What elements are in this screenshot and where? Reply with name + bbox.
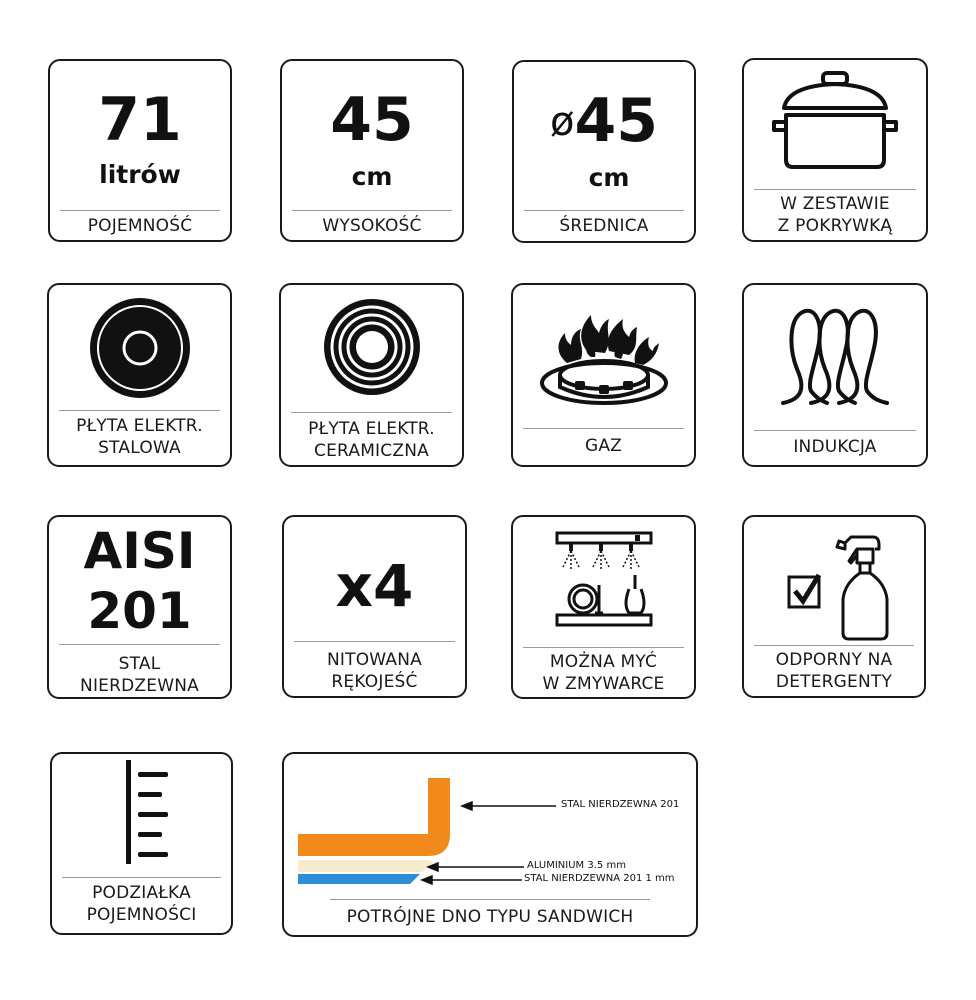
divider <box>524 210 684 211</box>
diameter-tile <box>512 60 696 243</box>
layer-top-label: STAL NIERDZEWNA 201 <box>561 799 680 810</box>
gas-tile <box>511 283 696 467</box>
height-unit: cm <box>351 162 393 191</box>
scale-label-line2: POJEMNOŚCI <box>86 905 197 925</box>
induction-tile <box>742 283 928 467</box>
dishwasher-label-line2: W ZMYWARCE <box>542 674 665 694</box>
pot-with-lid-icon <box>744 68 926 173</box>
capacity-tile <box>48 59 232 242</box>
diameter-label: ŚREDNICA <box>559 216 649 236</box>
handles-label-line1: NITOWANA <box>327 650 422 670</box>
ceramic-plate-label-line2: CERAMICZNA <box>314 441 429 461</box>
steel-plate-label-line2: STALOWA <box>98 438 181 458</box>
layer-middle-label: ALUMINIUM 3.5 mm <box>527 860 626 871</box>
capacity-unit: litrów <box>99 160 181 189</box>
steel-label-line1: STAL <box>118 654 161 674</box>
diameter-symbol: ø <box>550 99 575 145</box>
dishwasher-tile <box>511 515 696 699</box>
divider <box>59 644 220 645</box>
height-tile <box>280 59 464 242</box>
steel-plate-tile <box>47 283 232 467</box>
lid-label-line1: W ZESTAWIE <box>780 194 890 214</box>
detergent-tile <box>742 515 926 698</box>
steel-plate-label-line1: PŁYTA ELEKTR. <box>76 416 203 436</box>
dishwasher-icon <box>513 527 694 631</box>
capacity-value: 71 <box>98 85 182 155</box>
handles-tile <box>282 515 467 698</box>
steel-tile <box>47 515 232 699</box>
divider <box>754 189 916 190</box>
detergent-label-line2: DETERGENTY <box>775 672 893 692</box>
divider <box>523 428 684 429</box>
dishwasher-label-line1: MOŻNA MYĆ <box>549 652 658 672</box>
ceramic-plate-label-line1: PŁYTA ELEKTR. <box>308 419 435 439</box>
scale-label-line1: PODZIAŁKA <box>92 883 191 903</box>
layer-bottom-label: STAL NIERDZEWNA 201 1 mm <box>524 873 675 884</box>
ceramic-hob-icon <box>281 297 462 397</box>
detergent-label-line1: ODPORNY NA <box>775 650 893 670</box>
steel-grade-line1: AISI <box>83 522 196 580</box>
scale-tile <box>50 752 233 935</box>
diameter-value-row <box>514 86 694 157</box>
lid-label-line2: Z POKRYWKĄ <box>777 216 893 236</box>
diameter-unit: cm <box>588 163 630 192</box>
handles-label-line2: RĘKOJEŚĆ <box>331 672 418 692</box>
steel-label-line2: NIERDZEWNA <box>80 676 199 696</box>
gas-burner-icon <box>513 307 694 409</box>
divider <box>754 645 914 646</box>
divider <box>754 430 916 431</box>
steel-grade-line2: 201 <box>87 582 192 640</box>
lid-tile <box>742 58 928 242</box>
height-label: WYSOKOŚĆ <box>322 216 422 236</box>
gas-label: GAZ <box>584 436 623 456</box>
divider <box>60 210 220 211</box>
induction-label: INDUKCJA <box>793 437 877 457</box>
electric-plate-icon <box>49 296 230 400</box>
divider <box>291 412 452 413</box>
sandwich-label: POTRÓJNE DNO TYPU SANDWICH <box>346 907 634 927</box>
diameter-value: 45 <box>574 86 658 156</box>
measuring-scale-icon <box>52 758 231 866</box>
divider <box>292 210 452 211</box>
divider <box>294 641 455 642</box>
ceramic-plate-tile <box>279 283 464 467</box>
divider <box>330 899 650 900</box>
divider <box>523 647 684 648</box>
height-value: 45 <box>330 85 414 155</box>
divider <box>62 877 221 878</box>
capacity-label: POJEMNOŚĆ <box>87 216 193 236</box>
sandwich-tile <box>282 752 698 937</box>
checkbox-icon <box>789 575 819 607</box>
induction-coil-icon <box>744 299 926 409</box>
handles-value: x4 <box>335 552 414 620</box>
divider <box>59 410 220 411</box>
spray-bottle-icon <box>744 527 924 643</box>
